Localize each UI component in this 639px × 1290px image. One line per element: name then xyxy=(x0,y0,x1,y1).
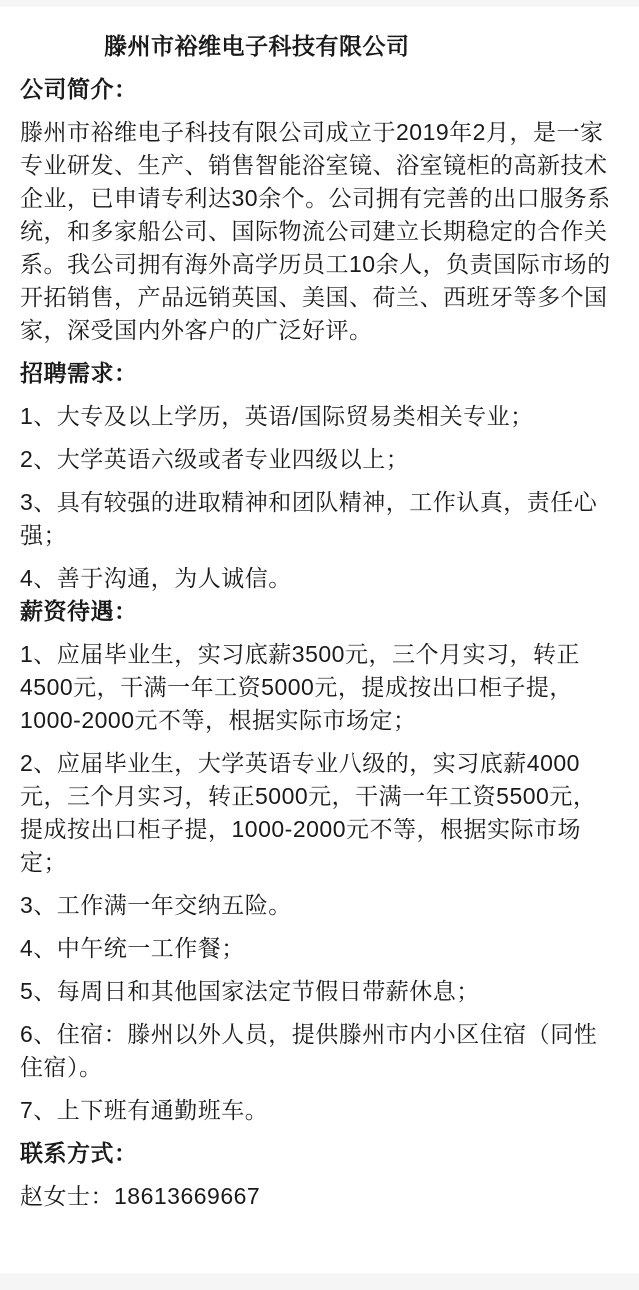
company-title: 滕州市裕维电子科技有限公司 xyxy=(104,33,410,59)
requirement-item-3: 3、具有较强的进取精神和团队精神，工作认真，责任心强； xyxy=(20,489,598,548)
requirement-item-2: 2、大学英语六级或者专业四级以上； xyxy=(20,446,410,472)
section-heading-recruitment-requirements: 招聘需求： xyxy=(20,360,138,386)
salary-item-4: 4、中午统一工作餐； xyxy=(20,935,245,961)
salary-item-3: 3、工作满一年交纳五险。 xyxy=(20,892,292,918)
contact-phone-line: 赵女士：18613669667 xyxy=(20,1183,261,1209)
company-intro-paragraph: 滕州市裕维电子科技有限公司成立于2019年2月，是一家专业研发、生产、销售智能浴室镜、浴室镜柜的高新技术企业，已申请专利达30余个。公司拥有完善的出口服务系统，和多家船公司、国际物流公司建立长期稳定的合作关系。我公司拥有海外高学历员工10余人，负责国际市场的开拓销售，产品远销英国、美国、荷兰、西班牙等多个国家，深受国内外客户的广泛好评。 xyxy=(20,119,611,343)
salary-item-7: 7、上下班有通勤班车。 xyxy=(20,1097,269,1123)
section-heading-company-intro: 公司简介： xyxy=(20,76,138,102)
bottom-edge-strip xyxy=(0,1273,639,1290)
requirement-item-4: 4、善于沟通，为人诚信。 xyxy=(20,565,292,591)
salary-item-2: 2、应届毕业生，大学英语专业八级的，实习底薪4000元，三个月实习，转正5000元，干满一年工资5500元，提成按出口柜子提，1000-2000元不等，根据实际市场定； xyxy=(20,750,597,875)
section-heading-contact: 联系方式： xyxy=(20,1140,138,1166)
requirement-item-1: 1、大专及以上学历，英语/国际贸易类相关专业； xyxy=(20,403,534,429)
salary-item-1: 1、应届毕业生，实习底薪3500元，三个月实习，转正4500元，干满一年工资5000元，提成按出口柜子提，1000-2000元不等，根据实际市场定； xyxy=(20,641,580,733)
top-edge-strip xyxy=(0,0,639,7)
salary-item-6: 6、住宿：滕州以外人员，提供滕州市内小区住宿（同性住宿）。 xyxy=(20,1021,598,1080)
salary-item-5: 5、每周日和其他国家法定节假日带薪休息； xyxy=(20,978,480,1004)
section-heading-salary-benefits: 薪资待遇： xyxy=(20,598,138,624)
